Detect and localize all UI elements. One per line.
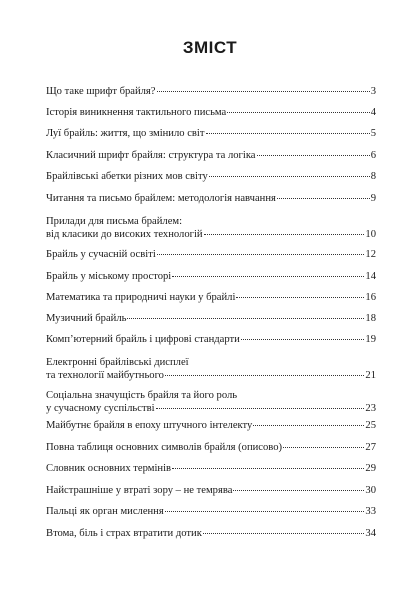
toc-entry-title: Найстрашніше у втраті зору – не темрява [46, 485, 233, 496]
toc-page-number: 19 [365, 334, 376, 345]
toc-entry-title: Брайль у сучасній освіті [46, 249, 156, 260]
toc-entry-line [46, 292, 376, 305]
toc-entry [46, 150, 376, 163]
toc-entry [46, 271, 376, 284]
toc-page-number: 25 [365, 420, 376, 431]
toc-entry-line [46, 357, 376, 370]
toc-entry-title: Соціальна значущість брайля та його роль [46, 390, 238, 401]
dot-leader [233, 490, 364, 491]
toc-entry-line [46, 107, 376, 120]
toc-entry-title: Пальці як орган мислення [46, 506, 164, 517]
toc-entry-line [46, 420, 376, 433]
toc-entry [46, 420, 376, 433]
toc-entry-line [46, 249, 376, 262]
toc-entry-line [46, 229, 376, 242]
toc-page-number: 29 [365, 463, 376, 474]
toc-entry-line [46, 370, 376, 383]
toc-entry-title: та технології майбутнього [46, 369, 164, 381]
toc-page-number: 27 [365, 442, 376, 453]
toc-entry-title: від класики до високих технологій [46, 228, 203, 240]
dot-leader [277, 198, 370, 199]
toc-page-number: 30 [365, 485, 376, 496]
toc-page-number: 23 [365, 402, 376, 414]
dot-leader [203, 533, 365, 534]
toc-entry-title: у сучасному суспільстві [46, 402, 155, 414]
toc-entry-line [46, 485, 376, 498]
toc-entry [46, 313, 376, 326]
dot-leader [172, 468, 364, 469]
toc-entry-line [46, 528, 376, 541]
toc-entry-line [46, 442, 376, 455]
toc-entry [46, 528, 376, 541]
toc-page-number: 6 [370, 150, 376, 161]
dot-leader [236, 297, 364, 298]
toc-entry [46, 249, 376, 262]
dot-leader [172, 276, 364, 277]
toc-entry-line [46, 390, 376, 403]
dot-leader [156, 408, 365, 409]
toc-entry-title: Втома, біль і страх втратити дотик [46, 528, 202, 539]
toc-entry [46, 334, 376, 347]
dot-leader [241, 339, 365, 340]
toc-entry-title: Брайлівські абетки різних мов світу [46, 171, 208, 182]
toc-entry-line [46, 334, 376, 347]
toc-entry-title: Математика та природничі науки у брайлі [46, 292, 236, 303]
toc-page-number: 8 [370, 171, 376, 182]
toc-entry [46, 463, 376, 476]
toc-entry-title: Музичний брайль [46, 313, 127, 324]
toc-entry-line [46, 271, 376, 284]
toc-entry-line [46, 216, 376, 229]
toc-page-number: 33 [365, 506, 376, 517]
toc-entry-line [46, 313, 376, 326]
dot-leader [283, 447, 364, 448]
toc-page-number: 9 [370, 193, 376, 204]
toc-page-number: 10 [365, 228, 376, 240]
toc-entry-title: Брайль у міському просторі [46, 271, 172, 282]
dot-leader [165, 375, 364, 376]
toc-page-number: 34 [365, 528, 376, 539]
toc-entry [46, 171, 376, 184]
toc-entry [46, 193, 376, 206]
page-title: ЗМІСТ [182, 38, 238, 57]
dot-leader [157, 91, 370, 92]
toc-entry-title: Словник основних термінів [46, 463, 172, 474]
toc-entry [46, 442, 376, 455]
toc-page-number: 14 [365, 271, 376, 282]
toc-entry [46, 485, 376, 498]
toc-entry [46, 216, 376, 241]
toc-entry-title: Повна таблиця основних символів брайля (описово) [46, 442, 283, 453]
toc-page-number: 3 [370, 86, 376, 97]
toc-page-number: 18 [365, 313, 376, 324]
dot-leader [157, 254, 365, 255]
toc-page-number: 12 [365, 249, 376, 260]
toc-entry-title: Класичний шрифт брайля: структура та логіка [46, 150, 256, 161]
dot-leader [253, 425, 364, 426]
toc-entry-line [46, 128, 376, 141]
toc-entry [46, 107, 376, 120]
toc-entry-title: Історія виникнення тактильного письма [46, 107, 227, 118]
toc-entry-title: Прилади для письма брайлем: [46, 216, 183, 227]
toc-entry [46, 292, 376, 305]
toc-entry-title: Майбутнє брайля в епоху штучного інтелекту [46, 420, 253, 431]
toc-page-number: 16 [365, 292, 376, 303]
toc-entry [46, 357, 376, 382]
toc-entry-line [46, 403, 376, 416]
toc-entry [46, 390, 376, 415]
toc-entry-title: Що таке шрифт брайля? [46, 86, 156, 97]
toc-entry-line [46, 171, 376, 184]
toc-entry-line [46, 193, 376, 206]
toc-entry-line [46, 86, 376, 99]
dot-leader [127, 318, 364, 319]
toc-entry-line [46, 463, 376, 476]
dot-leader [209, 176, 370, 177]
toc-page-number: 5 [370, 128, 376, 139]
toc-entry [46, 86, 376, 99]
dot-leader [206, 133, 370, 134]
dot-leader [227, 112, 369, 113]
toc-page-number: 4 [370, 107, 376, 118]
toc-entry-line [46, 150, 376, 163]
dot-leader [165, 511, 365, 512]
dot-leader [257, 155, 370, 156]
toc-page-number: 21 [365, 369, 376, 381]
toc-entry-line [46, 506, 376, 519]
toc-entry-title: Електронні брайлівські дисплеї [46, 357, 189, 368]
toc-entry-title: Комп’ютерний брайль і цифрові стандарти [46, 334, 240, 345]
dot-leader [204, 234, 365, 235]
toc-entry-title: Читання та письмо брайлем: методологія навчання [46, 193, 276, 204]
toc-entry [46, 506, 376, 519]
toc-entry [46, 128, 376, 141]
toc-entry-title: Луї брайль: життя, що змінило світ [46, 128, 205, 139]
